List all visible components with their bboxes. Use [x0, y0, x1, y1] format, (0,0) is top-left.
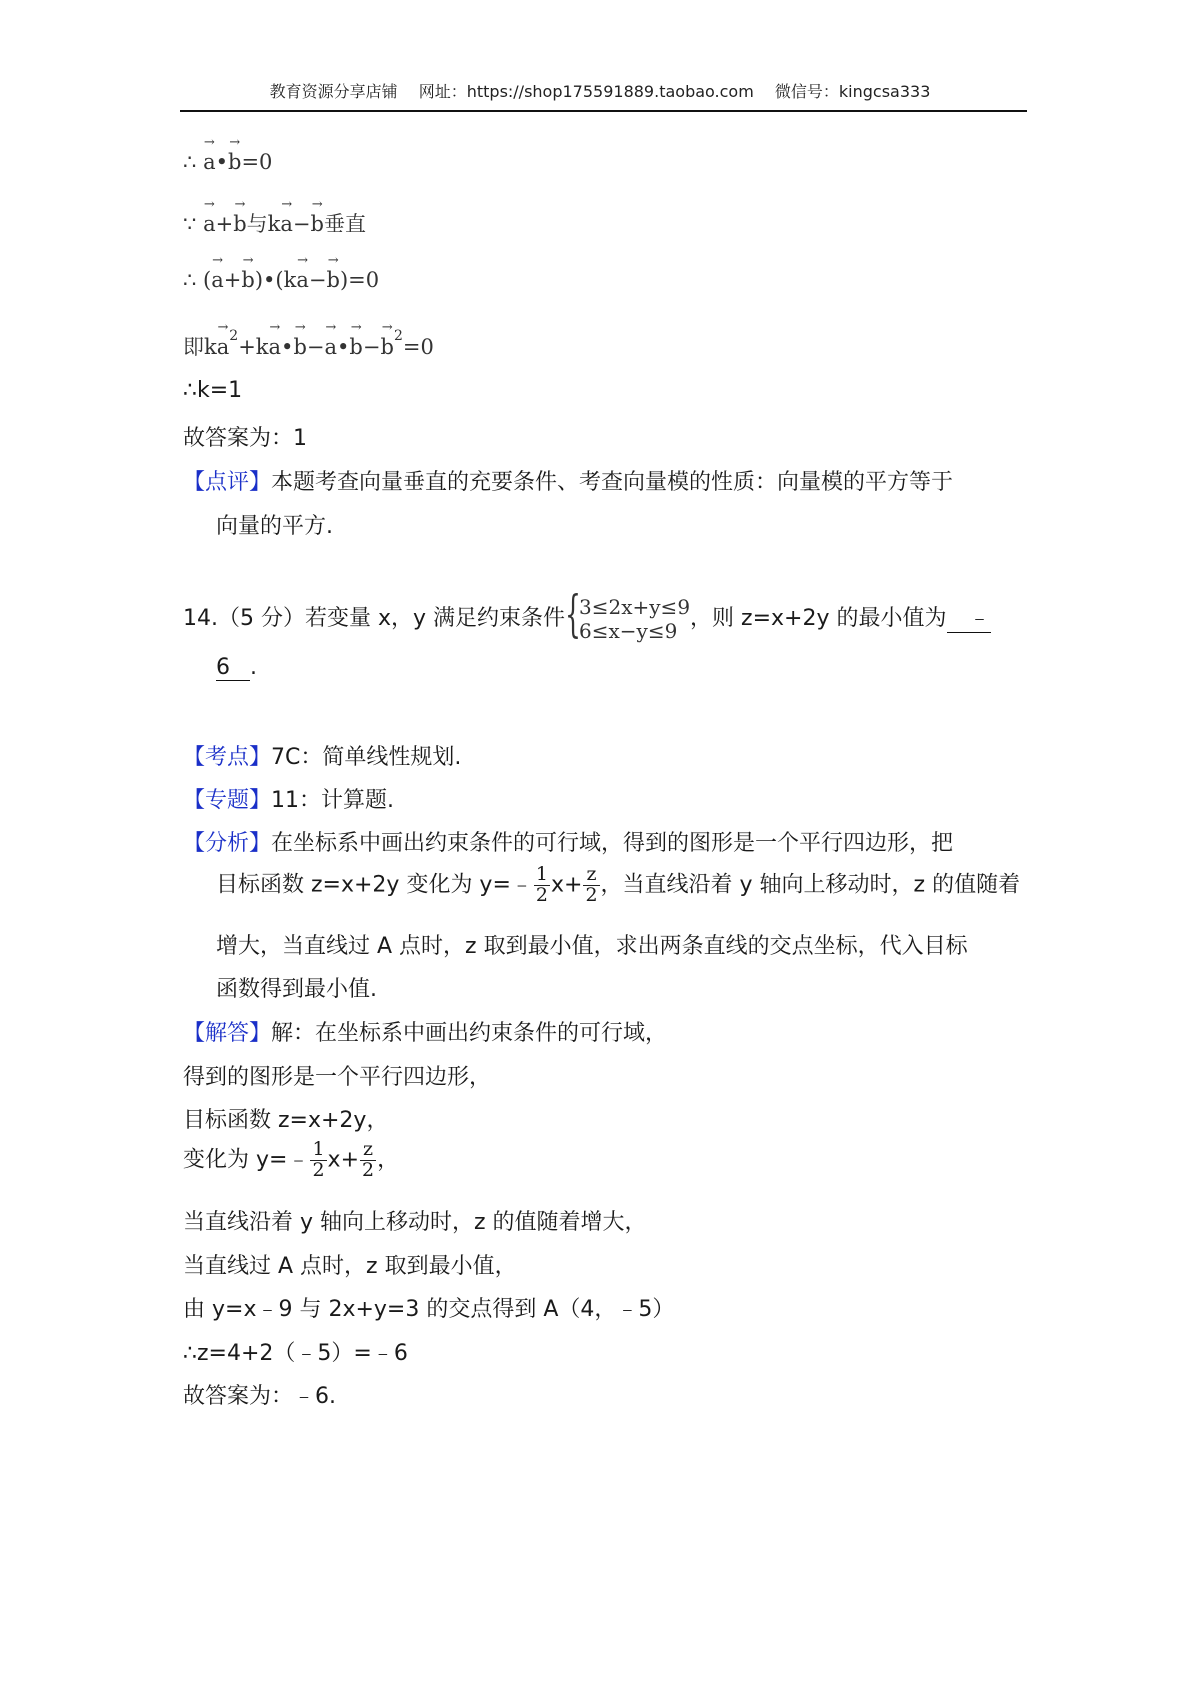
fenxi-line2-a: 目标函数 z=x+2y 变化为 y=﹣ [216, 872, 533, 898]
fraction-half [534, 865, 550, 906]
equation-rhs: =0 [241, 150, 273, 174]
ji-word: 即 [183, 335, 204, 359]
zhuanti [183, 783, 394, 814]
jieda-line4 [183, 1140, 399, 1181]
line-expanded: 即$k\to a^2+k\to$ a•→ b−→ a•→ $b-\to b^2=0$ [183, 328, 434, 361]
shop-url[interactable]: 网址：https://shop175591889.taobao.com [418, 82, 754, 101]
jieda-line4-b: x+ [327, 1147, 359, 1173]
fenxi-line2-b: x+ [550, 872, 583, 898]
jieda-line1 [183, 1016, 667, 1047]
constraint-2: 6≤x−y≤9 [579, 619, 678, 643]
fraction-num: z [360, 1140, 376, 1161]
fraction-num: z [583, 865, 599, 886]
question-14 [183, 585, 991, 643]
jieda-line6: 当直线过 A 点时，z 取到最小值， [183, 1254, 517, 1279]
question-suffix: ，则 z=x+2y 的最小值为 [690, 606, 947, 631]
kaodian [183, 740, 461, 771]
line-dot-product: ∴ (→ a+→ b)•(k→ a−→ b)=0 [183, 268, 379, 292]
comment-13-line2: 向量的平方. [216, 514, 333, 539]
fenxi-line2 [216, 865, 1020, 906]
perpendicular-word: 垂直 [323, 212, 366, 236]
equation-rhs: =0 [402, 335, 434, 359]
question-14-cont [216, 655, 257, 681]
therefore-symbol: ∴ [183, 268, 197, 292]
fraction-z-half [360, 1140, 376, 1181]
constraint-system: { 3≤2x+y≤9 6≤x−y≤9 [565, 585, 691, 643]
k-result: ∴k=1 [183, 378, 243, 403]
with-word: 与 [246, 212, 268, 236]
jieda-line7: 由 y=x﹣9 与 2x+y=3 的交点得到 A（4，﹣5） [183, 1297, 675, 1322]
fraction-half [310, 1140, 326, 1181]
comment-13-line1 [183, 465, 953, 496]
jieda-line5: 当直线沿着 y 轴向上移动时，z 的值随着增大， [183, 1210, 647, 1235]
zhuanti-text: 11：计算题. [271, 788, 395, 813]
fenxi-text: 在坐标系中画出约束条件的可行域，得到的图形是一个平行四边形，把 [271, 831, 954, 856]
because-symbol: ∵ [183, 212, 197, 236]
shop-name: 教育资源分享店铺 [269, 82, 398, 101]
kaodian-text: 7C：简单线性规划. [271, 745, 462, 770]
comment-text: 本题考查向量垂直的充要条件、考查向量模的性质：向量模的平方等于 [271, 470, 954, 495]
comment-tag: 【点评】 [183, 470, 272, 495]
equation-rhs: =0 [348, 268, 380, 292]
jieda-line2: 得到的图形是一个平行四边形， [183, 1065, 492, 1090]
jieda-line4-c: ， [377, 1147, 400, 1173]
jieda-tag: 【解答】 [183, 1021, 272, 1046]
constraint-1: 3≤2x+y≤9 [579, 595, 691, 619]
fraction-den: 2 [362, 1158, 375, 1181]
line-a-dot-b: ∴ → a•→ b=0 [183, 150, 272, 174]
fenxi-line3: 增大，当直线过 A 点时，z 取到最小值，求出两条直线的交点坐标，代入目标 [216, 934, 968, 959]
wechat-id: 微信号：kingcsa333 [774, 82, 931, 101]
jieda-line8: ∴z=4+2（﹣5）=﹣6 [183, 1341, 408, 1366]
fenxi-line1 [183, 826, 953, 857]
kaodian-tag: 【考点】 [183, 745, 272, 770]
jieda-line3: 目标函数 z=x+2y， [183, 1108, 389, 1133]
fenxi-tag: 【分析】 [183, 831, 272, 856]
jieda-text: 解：在坐标系中画出约束条件的可行域， [271, 1021, 668, 1046]
fraction-num: 1 [535, 863, 548, 885]
header-divider [180, 110, 1027, 112]
question-prefix: 14.（5 分）若变量 x，y 满足约束条件 [183, 606, 566, 631]
fraction-den: 2 [585, 883, 598, 906]
fraction-num: 1 [312, 1138, 325, 1160]
jieda-line9: 故答案为：﹣6. [183, 1384, 336, 1409]
line-perpendicular: ∵ → a+→ b与k→ a−→ b垂直 [183, 208, 366, 238]
period: . [250, 655, 257, 680]
k-symbol: k [267, 212, 281, 236]
fraction-den: 2 [312, 1158, 325, 1181]
fraction-z-half [583, 865, 599, 906]
answer-13: 故答案为：1 [183, 426, 307, 451]
fraction-den: 2 [535, 883, 548, 906]
jieda-line4-a: 变化为 y=﹣ [183, 1147, 310, 1173]
answer-blank-part2: 6 [216, 655, 250, 681]
fenxi-line2-c: ，当直线沿着 y 轴向上移动时，z 的值随着 [600, 872, 1021, 898]
zhuanti-tag: 【专题】 [183, 788, 272, 813]
fenxi-line4: 函数得到最小值. [216, 977, 377, 1002]
page-header [0, 79, 1200, 102]
therefore-symbol: ∴ [183, 150, 197, 174]
answer-blank-part1: ﹣ [947, 601, 991, 633]
